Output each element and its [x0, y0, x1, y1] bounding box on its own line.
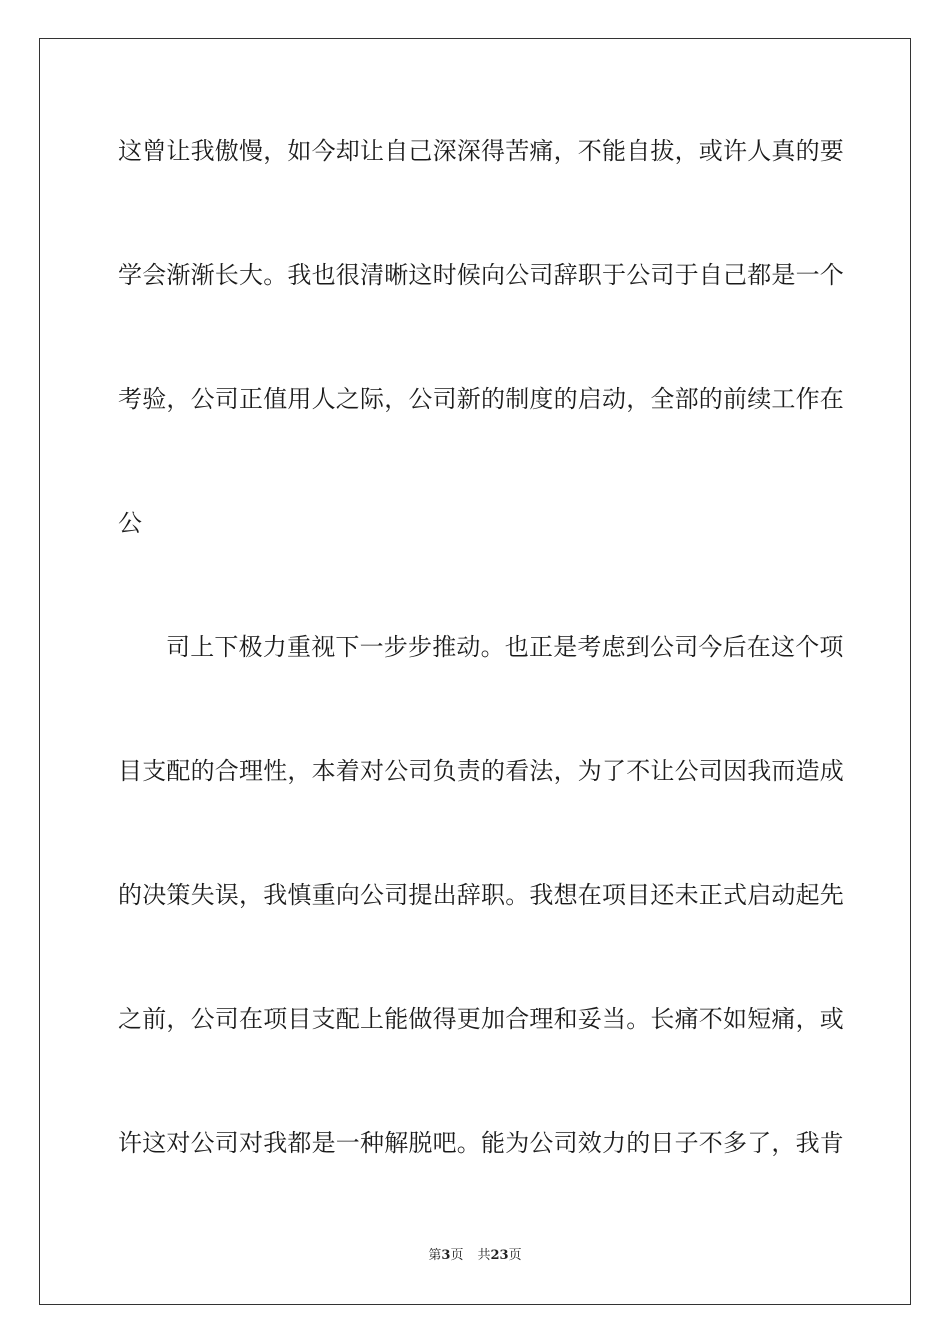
- total-prefix: 共: [477, 1248, 491, 1263]
- body-line-9: 许这对公司对我都是一种解脱吧。能为公司效力的日子不多了，我肯: [118, 1129, 844, 1157]
- page-frame: [39, 38, 911, 1305]
- page-prefix: 第: [428, 1248, 442, 1263]
- body-line-8: 之前，公司在项目支配上能做得更加合理和妥当。长痛不如短痛，或: [118, 1005, 844, 1033]
- body-line-1: 这曾让我傲慢，如今却让自己深深得苦痛，不能自拔，或许人真的要: [118, 137, 844, 165]
- body-line-6: 目支配的合理性，本着对公司负责的看法，为了不让公司因我而造成: [118, 757, 844, 785]
- body-line-3: 考验，公司正值用人之际，公司新的制度的启动，全部的前续工作在: [118, 385, 844, 413]
- total-suffix: 页: [508, 1248, 522, 1263]
- total-pages-number: 23: [490, 1248, 509, 1263]
- page-footer: [0, 1247, 950, 1265]
- page-suffix: 页: [450, 1248, 464, 1263]
- body-line-5: 司上下极力重视下一步步推动。也正是考虑到公司今后在这个项: [166, 633, 844, 661]
- body-line-4: 公: [118, 509, 143, 537]
- page-current-number: 3: [441, 1248, 451, 1263]
- body-line-2: 学会渐渐长大。我也很清晰这时候向公司辞职于公司于自己都是一个: [118, 261, 844, 289]
- body-line-7: 的决策失误，我慎重向公司提出辞职。我想在项目还未正式启动起先: [118, 881, 844, 909]
